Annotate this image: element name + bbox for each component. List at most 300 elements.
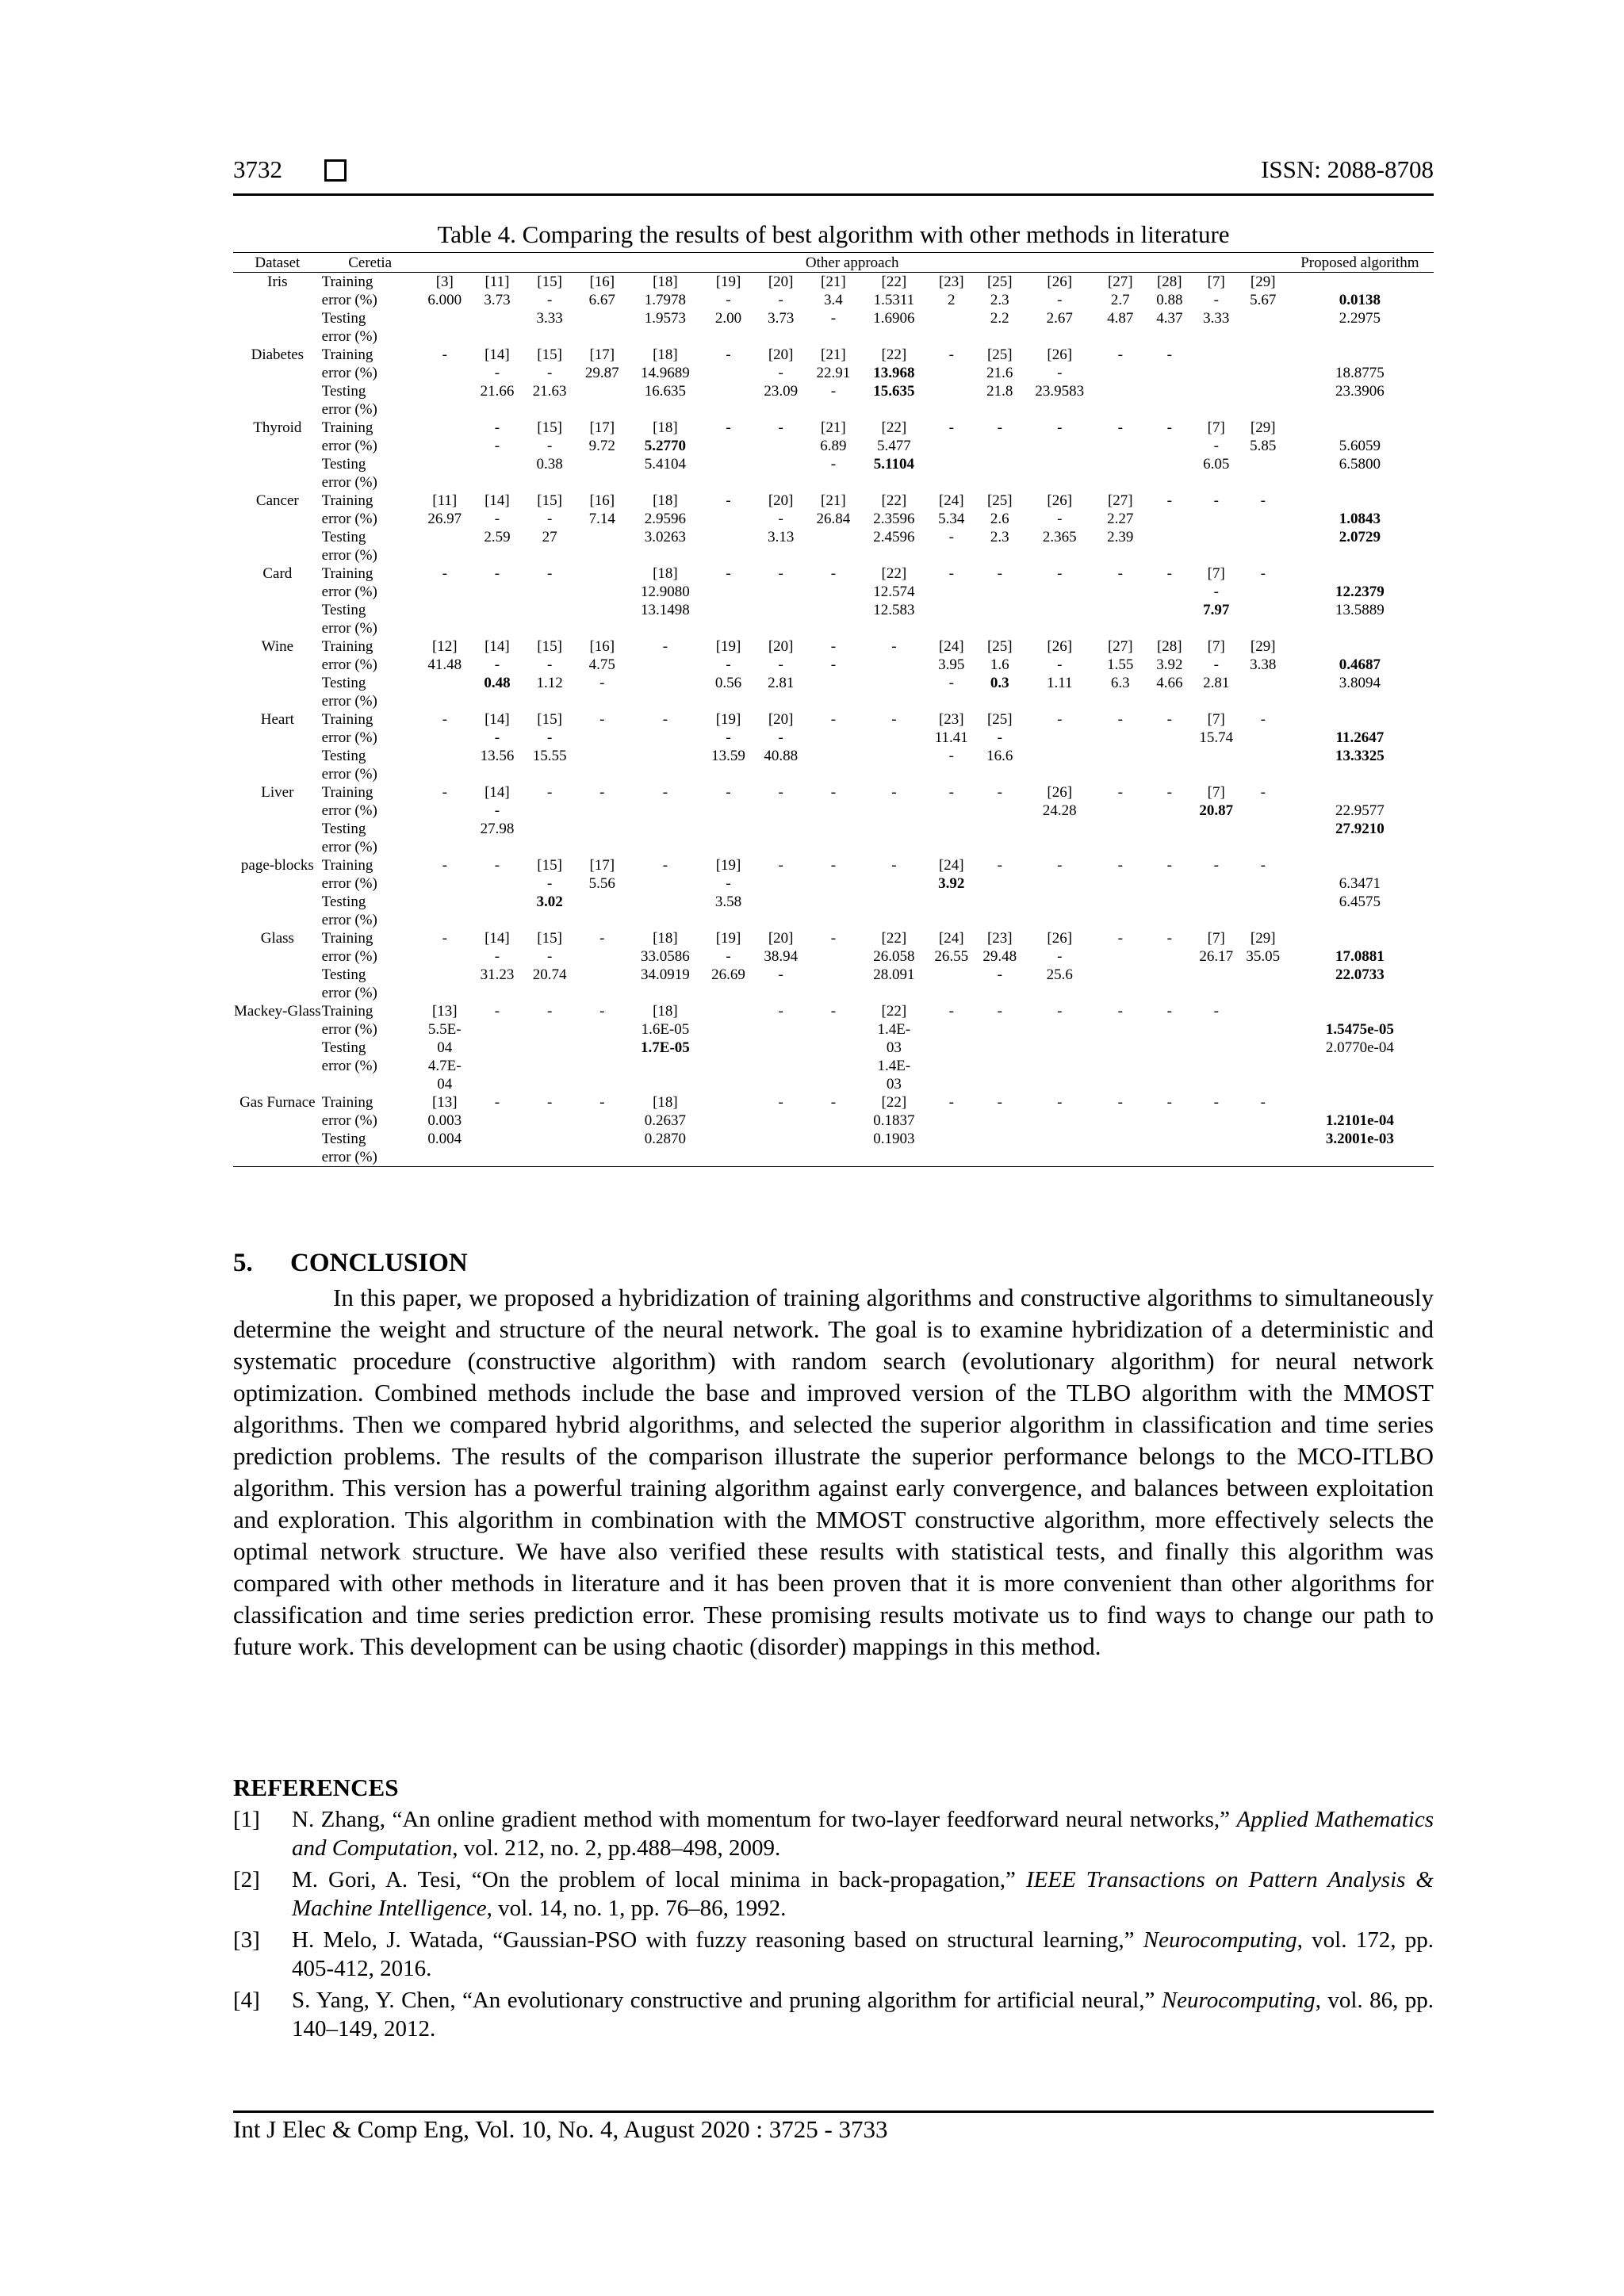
dataset-name: Glass	[260, 930, 294, 947]
cell-value: -	[494, 1094, 500, 1111]
cell-value	[471, 1075, 523, 1093]
cell-value	[1147, 966, 1193, 984]
cell-value	[807, 1057, 860, 1075]
cell-value	[1193, 1148, 1240, 1166]
criteria-label: error (%)	[321, 620, 377, 637]
value-cell	[929, 783, 975, 856]
cell-value: 33.0586	[641, 948, 690, 965]
cell-value: [20]	[768, 346, 794, 363]
value-cell	[523, 346, 576, 419]
cell-value: 15.55	[532, 748, 567, 764]
proposed-value: 27.9210	[1335, 821, 1385, 837]
cell-value	[860, 802, 929, 820]
header-other-approach: Other approach	[419, 253, 1286, 273]
cell-value	[975, 1148, 1025, 1166]
cell-value: 16.635	[644, 383, 687, 400]
value-cell	[929, 929, 975, 1002]
cell-value	[755, 473, 807, 492]
cell-value	[1147, 1148, 1193, 1166]
cell-value	[1147, 546, 1193, 564]
cell-value	[576, 692, 628, 710]
value-cell	[807, 492, 860, 564]
cell-value: -	[1166, 930, 1172, 947]
value-cell	[1147, 492, 1193, 564]
cell-value: 9.72	[588, 438, 615, 454]
section-number: 5.	[233, 1249, 253, 1277]
value-cell	[1094, 273, 1147, 346]
cell-value: 20.87	[1199, 802, 1234, 819]
cell-value	[1147, 382, 1193, 400]
cell-value	[419, 583, 471, 601]
cell-value: 12.574	[873, 584, 915, 600]
value-cell	[419, 783, 471, 856]
criteria-label: Training	[321, 1003, 373, 1020]
cell-value	[419, 437, 471, 455]
value-cell	[702, 1093, 754, 1167]
cell-value	[702, 583, 754, 601]
cell-value: [15]	[537, 492, 562, 509]
cell-value	[1025, 838, 1094, 856]
value-cell	[975, 564, 1025, 637]
cell-value: [12]	[431, 638, 458, 655]
cell-value: 38.94	[764, 948, 799, 965]
value-cell	[807, 783, 860, 856]
cell-value: -	[599, 1094, 605, 1111]
cell-value	[1094, 911, 1147, 929]
cell-value: [23]	[938, 274, 964, 290]
cell-value: [15]	[537, 274, 562, 290]
cell-value	[807, 729, 860, 747]
value-cell	[807, 1002, 860, 1093]
criteria-label: Testing	[321, 821, 366, 837]
cell-value	[702, 1057, 754, 1075]
cell-value: -	[494, 365, 500, 381]
cell-value	[860, 1148, 929, 1166]
cell-value: 3.92	[938, 875, 965, 892]
cell-value	[702, 1148, 754, 1166]
criteria-label: error (%)	[321, 1058, 377, 1074]
cell-value	[929, 765, 975, 783]
value-cell	[523, 1002, 576, 1093]
reference-text: N. Zhang, “An online gradient method with momentum for two-layer feedforward neural networks,”	[292, 1807, 1237, 1832]
cell-value	[1193, 874, 1240, 893]
cell-value: [15]	[537, 346, 562, 363]
cell-value: 35.05	[1246, 948, 1281, 965]
cell-value: -	[546, 1094, 553, 1111]
cell-value: -	[546, 565, 553, 582]
cell-value	[1147, 437, 1193, 455]
value-cell	[576, 856, 628, 929]
value-cell	[929, 637, 975, 710]
cell-value	[975, 601, 1025, 619]
cell-value	[419, 820, 471, 838]
cell-value	[1240, 911, 1286, 929]
value-cell	[975, 346, 1025, 419]
cell-value: 11.41	[934, 729, 968, 746]
value-cell	[471, 419, 523, 492]
cell-value: -	[1057, 1003, 1063, 1020]
cell-value: 1.7E-05	[641, 1039, 690, 1056]
value-cell	[471, 783, 523, 856]
cell-value	[576, 455, 628, 473]
cell-value: [20]	[768, 274, 794, 290]
cell-value: -	[726, 784, 731, 801]
cell-value: [18]	[653, 492, 678, 509]
cell-value	[1240, 802, 1286, 820]
value-cell	[1193, 419, 1240, 492]
cell-value: [26]	[1047, 784, 1073, 801]
cell-value	[807, 966, 860, 984]
cell-value: -	[1213, 857, 1219, 874]
cell-value: 0.88	[1156, 292, 1183, 308]
cell-value	[860, 820, 929, 838]
cell-value	[576, 564, 628, 583]
cell-value	[419, 528, 471, 546]
cell-value	[755, 1130, 807, 1148]
value-cell	[807, 710, 860, 783]
cell-value	[628, 820, 702, 838]
cell-value	[975, 692, 1025, 710]
value-cell	[702, 564, 754, 637]
cell-value	[523, 765, 576, 783]
cell-value	[1147, 473, 1193, 492]
cell-value: [7]	[1207, 784, 1225, 801]
cell-value	[1025, 1057, 1094, 1075]
cell-value	[1147, 893, 1193, 911]
cell-value: [25]	[986, 492, 1013, 509]
value-cell	[1094, 1002, 1147, 1093]
criteria-label: Testing	[321, 894, 366, 910]
cell-value	[929, 1130, 975, 1148]
cell-value: -	[726, 875, 731, 892]
cell-value: -	[1260, 565, 1266, 582]
cell-value	[975, 1112, 1025, 1130]
proposed-value: 2.2975	[1339, 310, 1381, 327]
cell-value: -	[1057, 511, 1063, 527]
value-cell	[576, 1093, 628, 1167]
criteria-label: error (%)	[321, 693, 377, 710]
criteria-label: error (%)	[321, 1149, 377, 1165]
cell-value	[860, 984, 929, 1002]
cell-value: [17]	[589, 419, 615, 436]
cell-value: -	[1117, 346, 1123, 363]
cell-value	[702, 437, 754, 455]
cell-value: 6.89	[820, 438, 847, 454]
cell-value: -	[997, 966, 1002, 983]
criteria-label: Training	[321, 711, 373, 728]
cell-value: 1.11	[1046, 675, 1073, 691]
value-cell	[702, 419, 754, 492]
cell-value	[860, 747, 929, 765]
cell-value	[755, 911, 807, 929]
cell-value: [21]	[821, 346, 846, 363]
cell-value	[1240, 729, 1286, 747]
cell-value: -	[1260, 1094, 1266, 1111]
cell-value	[929, 400, 975, 419]
cell-value	[1094, 1075, 1147, 1093]
criteria-label: Training	[321, 784, 373, 801]
proposed-value: 1.0843	[1339, 511, 1381, 527]
cell-value: [18]	[653, 565, 678, 582]
cell-value	[860, 619, 929, 637]
cell-value	[471, 984, 523, 1002]
value-cell	[419, 929, 471, 1002]
table-row	[233, 346, 1434, 419]
cell-value: 3.13	[768, 529, 795, 545]
cell-value	[755, 400, 807, 419]
cell-value	[628, 893, 702, 911]
cell-value: -	[997, 857, 1002, 874]
cell-value	[702, 473, 754, 492]
cell-value	[702, 1020, 754, 1039]
cell-value: 1.4E-	[877, 1021, 911, 1038]
value-cell	[1240, 783, 1286, 856]
proposed-value: 0.0138	[1339, 292, 1381, 308]
proposed-value: 6.5800	[1339, 456, 1381, 473]
cell-value: [22]	[881, 419, 907, 436]
cell-value	[929, 327, 975, 346]
cell-value: 03	[886, 1076, 902, 1093]
cell-value: -	[1213, 492, 1219, 509]
cell-value: -	[599, 930, 605, 947]
cell-value	[755, 1075, 807, 1093]
cell-value	[929, 473, 975, 492]
cell-value	[860, 473, 929, 492]
cell-value	[1240, 1112, 1286, 1130]
cell-value: [22]	[881, 930, 907, 947]
cell-value: -	[1057, 857, 1063, 874]
cell-value	[1193, 364, 1240, 382]
cell-value	[523, 601, 576, 619]
cell-value: [20]	[768, 492, 794, 509]
cell-value: -	[1260, 711, 1266, 728]
cell-value	[1147, 747, 1193, 765]
criteria-label: error (%)	[321, 292, 377, 308]
cell-value: 0.2870	[644, 1131, 687, 1147]
value-cell	[1094, 929, 1147, 1002]
cell-value: 21.66	[480, 383, 515, 400]
value-cell	[929, 419, 975, 492]
criteria-label: error (%)	[321, 547, 377, 564]
cell-value	[576, 1148, 628, 1166]
cell-value: -	[1057, 948, 1063, 965]
cell-value	[471, 911, 523, 929]
value-cell	[860, 929, 929, 1002]
cell-value	[702, 820, 754, 838]
value-cell	[975, 273, 1025, 346]
value-cell	[860, 1093, 929, 1167]
cell-value: 04	[437, 1076, 453, 1093]
footer-rule	[233, 2110, 1434, 2113]
cell-value: [19]	[715, 930, 741, 947]
criteria-label: Training	[321, 638, 373, 655]
cell-value	[1094, 601, 1147, 619]
criteria-labels	[322, 346, 419, 419]
value-cell	[576, 419, 628, 492]
cell-value: 26.69	[711, 966, 745, 983]
cell-value	[576, 583, 628, 601]
references-title: REFERENCES	[233, 1774, 399, 1801]
cell-value	[576, 1130, 628, 1148]
cell-value: 1.55	[1107, 656, 1134, 673]
cell-value	[929, 382, 975, 400]
value-cell	[807, 856, 860, 929]
cell-value	[419, 838, 471, 856]
cell-value: [14]	[485, 930, 510, 947]
cell-value: -	[948, 346, 954, 363]
value-cell	[1147, 783, 1193, 856]
value-cell	[1147, 929, 1193, 1002]
cell-value: -	[546, 875, 553, 892]
cell-value	[628, 619, 702, 637]
cell-value	[628, 747, 702, 765]
criteria-labels	[322, 273, 419, 346]
cell-value	[1240, 583, 1286, 601]
cell-value	[523, 692, 576, 710]
cell-value	[929, 1075, 975, 1093]
cell-value	[1094, 455, 1147, 473]
value-cell	[975, 1002, 1025, 1093]
cell-value	[471, 400, 523, 419]
value-cell	[975, 419, 1025, 492]
criteria-label: Testing	[321, 1039, 366, 1056]
cell-value: 13.1498	[641, 602, 690, 618]
cell-value: -	[830, 383, 837, 400]
table-row	[233, 1002, 1434, 1093]
cell-value: 26.84	[816, 511, 851, 527]
cell-value: [18]	[653, 419, 678, 436]
cell-value	[523, 802, 576, 820]
cell-value: [17]	[589, 346, 615, 363]
cell-value: 2.9596	[644, 511, 687, 527]
cell-value: -	[546, 729, 553, 746]
cell-value: 5.34	[938, 511, 965, 527]
cell-value	[807, 619, 860, 637]
cell-value: -	[1166, 784, 1172, 801]
cell-value	[755, 1112, 807, 1130]
cell-value: 2.3	[990, 292, 1009, 308]
proposed-value-cell	[1286, 1093, 1434, 1167]
cell-value	[860, 546, 929, 564]
value-cell	[576, 346, 628, 419]
cell-value	[755, 765, 807, 783]
page-number: 3732	[233, 155, 282, 183]
cell-value: [14]	[485, 638, 510, 655]
cell-value	[1094, 437, 1147, 455]
value-cell	[628, 1002, 702, 1093]
cell-value: -	[494, 419, 500, 436]
value-cell	[1193, 1002, 1240, 1093]
cell-value: 4.66	[1156, 675, 1183, 691]
cell-value: [18]	[653, 930, 678, 947]
cell-value	[1025, 473, 1094, 492]
cell-value	[807, 838, 860, 856]
cell-value	[807, 984, 860, 1002]
cell-value	[576, 327, 628, 346]
cell-value: 21.6	[986, 365, 1013, 381]
cell-value	[471, 309, 523, 327]
cell-value	[702, 528, 754, 546]
cell-value: 6.67	[588, 292, 615, 308]
cell-value: -	[997, 1003, 1002, 1020]
cell-value: -	[1057, 711, 1063, 728]
criteria-labels	[322, 637, 419, 710]
cell-value: [23]	[986, 930, 1013, 947]
criteria-label: Training	[321, 492, 373, 509]
cell-value	[807, 893, 860, 911]
value-cell	[755, 929, 807, 1002]
cell-value	[1094, 1112, 1147, 1130]
value-cell	[471, 1002, 523, 1093]
value-cell	[1025, 783, 1094, 856]
cell-value: -	[494, 1003, 500, 1020]
proposed-value: 5.6059	[1339, 438, 1381, 454]
cell-value	[523, 619, 576, 637]
cell-value: -	[778, 966, 783, 983]
cell-value	[576, 820, 628, 838]
cell-value: 13.968	[873, 365, 915, 381]
cell-value	[702, 1075, 754, 1093]
cell-value	[1240, 473, 1286, 492]
criteria-label: error (%)	[321, 948, 377, 965]
cell-value: -	[494, 729, 500, 746]
value-cell	[628, 783, 702, 856]
cell-value	[1193, 966, 1240, 984]
cell-value: -	[442, 711, 447, 728]
cell-value: 0.1903	[873, 1131, 915, 1147]
cell-value: [27]	[1107, 638, 1133, 655]
cell-value: 1.4E-	[877, 1058, 911, 1074]
cell-value: -	[1260, 784, 1266, 801]
cell-value	[1193, 893, 1240, 911]
cell-value	[419, 947, 471, 966]
cell-value: [22]	[881, 1003, 907, 1020]
value-cell	[419, 1002, 471, 1093]
value-cell	[860, 637, 929, 710]
cell-value	[807, 400, 860, 419]
cell-value	[1240, 510, 1286, 528]
cell-value: -	[494, 656, 500, 673]
cell-value	[929, 1112, 975, 1130]
cell-value	[1025, 911, 1094, 929]
cell-value	[807, 765, 860, 783]
cell-value	[1147, 528, 1193, 546]
cell-value: -	[778, 1094, 783, 1111]
references-list	[233, 1805, 1434, 2046]
cell-value	[1025, 1148, 1094, 1166]
section-title: CONCLUSION	[290, 1249, 468, 1277]
value-cell	[1147, 1002, 1193, 1093]
cell-value	[576, 619, 628, 637]
cell-value: -	[830, 656, 837, 673]
cell-value	[1094, 473, 1147, 492]
cell-value	[1147, 947, 1193, 966]
cell-value	[523, 1020, 576, 1039]
reference-venue: Neurocomputing	[1143, 1927, 1297, 1953]
cell-value: 3.73	[484, 292, 511, 308]
cell-value	[471, 601, 523, 619]
cell-value: 27.98	[480, 821, 515, 837]
cell-value: -	[662, 711, 668, 728]
cell-value: [29]	[1250, 419, 1276, 436]
cell-value: -	[948, 529, 954, 545]
cell-value	[1240, 692, 1286, 710]
cell-value	[1147, 583, 1193, 601]
value-cell	[471, 856, 523, 929]
cell-value: 24.28	[1042, 802, 1077, 819]
cell-value	[628, 692, 702, 710]
cell-value: [20]	[768, 711, 794, 728]
